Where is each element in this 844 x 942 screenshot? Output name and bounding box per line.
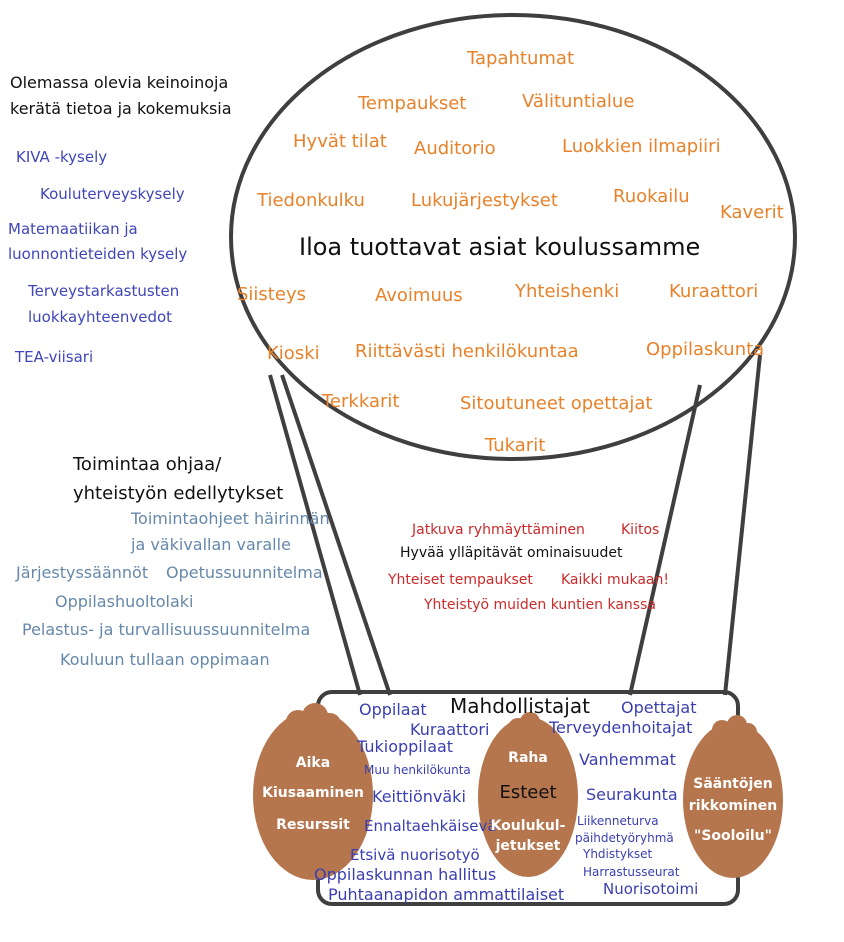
weight-right-label-rikkominen: rikkominen	[688, 798, 778, 814]
balloon-item-auditorio: Auditorio	[414, 138, 496, 159]
weight-right-label-sooloilu: "Sooloilu"	[694, 828, 772, 844]
balloon-item-valituntialue: Välituntialue	[522, 91, 635, 112]
basket-item-vanhemmat: Vanhemmat	[579, 750, 676, 769]
balloon-item-oppilaskunta: Oppilaskunta	[646, 339, 765, 360]
basket-item-liikenneturva: Ennaltaehkäisevä	[364, 817, 497, 835]
balloon-item-hyvat-tilat: Hyvät tilat	[293, 131, 387, 152]
balloon-item-ruokailu: Ruokailu	[613, 186, 690, 207]
info-sources-heading-line1: Olemassa olevia keinoinoja	[10, 73, 229, 92]
basket-item-keittionvaki: Keittiönväki	[372, 787, 466, 806]
balloon-item-luokkien-ilmapiiri: Luokkien ilmapiiri	[562, 136, 721, 157]
info-sources-heading-line2: kerätä tietoa ja kokemuksia	[10, 99, 232, 118]
balloon-item-yhteishenki: Yhteishenki	[515, 281, 620, 302]
basket-item-oppilaskunnan-hallitus: Oppilaskunnan hallitus	[314, 865, 497, 884]
basket-item-muu-henkilokunta: Muu henkilökunta	[364, 763, 471, 777]
balloon-item-lukujarjestykset: Lukujärjestykset	[411, 190, 558, 211]
balloon-title: Iloa tuottavat asiat koulussamme	[299, 233, 701, 261]
balloon-item-kuraattori: Kuraattori	[669, 281, 759, 302]
guidance-item-kouluun-tullaan-oppimaan: Kouluun tullaan oppimaan	[60, 650, 270, 669]
balloon-rope-left-inner	[282, 375, 390, 695]
balloon-item-tiedonkulku: Tiedonkulku	[257, 190, 365, 211]
guidance-item-toimintaohjeet-line2: ja väkivallan varalle	[131, 535, 291, 554]
basket-item-paihdetyoryhma: päihdetyöryhmä	[575, 831, 674, 845]
basket-item-terveydenhoitajat: Terveydenhoitajat	[549, 718, 693, 737]
balloon-item-tempaukset: Tempaukset	[358, 93, 467, 114]
weight-middle-label-koulukul: Koulukul-	[490, 818, 566, 834]
info-source-kouluterveyskysely: Kouluterveyskysely	[40, 185, 185, 203]
info-source-terveystarkastus-line1: Terveystarkastusten	[28, 282, 180, 300]
balloon-rope-right-outer	[725, 355, 760, 695]
basket-item-harrastusseurat: Harrastusseurat	[583, 865, 680, 879]
balloon-item-riittavasti-henkilokuntaa: Riittävästi henkilökuntaa	[355, 341, 579, 362]
guidance-heading-line2: yhteistyön edellytykset	[73, 483, 284, 504]
info-source-matematiikka-line2: luonnontieteiden kysely	[8, 245, 188, 263]
basket-item-yhdistykset: Yhdistykset	[583, 847, 653, 861]
basket-item-opettajat: Opettajat	[621, 698, 697, 717]
basket-item-seurakunta: Seurakunta	[586, 785, 678, 804]
basket-item-puhtaanapito: Puhtaanapidon ammattilaiset	[328, 885, 565, 904]
info-source-kiva: KIVA -kysely	[16, 148, 108, 166]
basket-item-oppilaat: Oppilaat	[359, 700, 427, 719]
weight-left-label-resurssit: Resurssit	[276, 817, 350, 833]
balloon-item-tukarit: Tukarit	[485, 435, 546, 456]
balloon-rope-right-inner	[630, 385, 700, 695]
balloon-item-avoimuus: Avoimuus	[375, 285, 463, 306]
guidance-heading-line1: Toimintaa ohjaa/	[73, 454, 222, 475]
basket-item-etsiva-nuorisotyo: Etsivä nuorisotyö	[350, 846, 480, 864]
guidance-item-opetussuunnitelma: Opetussuunnitelma	[166, 563, 323, 582]
guidance-item-jarjestyssaannot: Järjestyssäännöt	[16, 563, 149, 582]
balloon-item-siisteys: Siisteys	[237, 284, 306, 305]
weight-left-label-aika: Aika	[295, 755, 331, 771]
weight-bag-right	[683, 715, 783, 878]
maintaining-heading: Hyvää ylläpitävät ominaisuudet	[400, 545, 623, 561]
basket-item-kuraattori: Kuraattori	[410, 720, 490, 739]
guidance-item-toimintaohjeet-line1: Toimintaohjeet häirinnän	[131, 509, 330, 528]
weight-right-label-saantojen: Sääntöjen	[693, 776, 773, 792]
balloon-item-tapahtumat: Tapahtumat	[467, 48, 574, 69]
maintaining-item-yhteistyo-kunnat: Yhteistyö muiden kuntien kanssa	[424, 597, 656, 613]
maintaining-item-yhteiset-tempaukset: Yhteiset tempaukset	[388, 572, 533, 588]
guidance-item-oppilashuoltolaki: Oppilashuoltolaki	[55, 592, 194, 611]
weight-middle-label-raha: Raha	[508, 750, 548, 766]
maintaining-item-kiitos: Kiitos	[621, 522, 660, 538]
maintaining-item-ryhmayttaminen: Jatkuva ryhmäyttäminen	[412, 522, 585, 538]
info-source-terveystarkastus-line2: luokkayhteenvedot	[28, 308, 173, 326]
basket-item-nuorisotoimi: Nuorisotoimi	[603, 880, 699, 898]
basket-item-tukioppilaat: Tukioppilaat	[357, 737, 454, 756]
info-source-matematiikka-line1: Matemaatiikan ja	[8, 220, 138, 238]
balloon-item-sitoutuneet-opettajat: Sitoutuneet opettajat	[460, 393, 653, 414]
balloon-item-kaverit: Kaverit	[720, 202, 784, 223]
weight-middle-label-jetukset: jetukset	[495, 838, 561, 854]
info-source-tea-viisari: TEA-viisari	[15, 348, 94, 366]
basket-title: Mahdollistajat	[450, 694, 590, 718]
basket-item-ennaltaehkaiseva: Liikenneturva	[577, 814, 659, 828]
maintaining-item-kaikki-mukaan: Kaikki mukaan!	[561, 572, 669, 588]
balloon-item-terkkarit: Terkkarit	[322, 391, 400, 412]
guidance-item-pelastussuunnitelma: Pelastus- ja turvallisuussuunnitelma	[22, 620, 311, 639]
weight-middle-title-esteet: Esteet	[499, 782, 557, 803]
balloon-item-kioski: Kioski	[267, 343, 320, 364]
weight-left-label-kiusaaminen: Kiusaaminen	[262, 785, 364, 801]
